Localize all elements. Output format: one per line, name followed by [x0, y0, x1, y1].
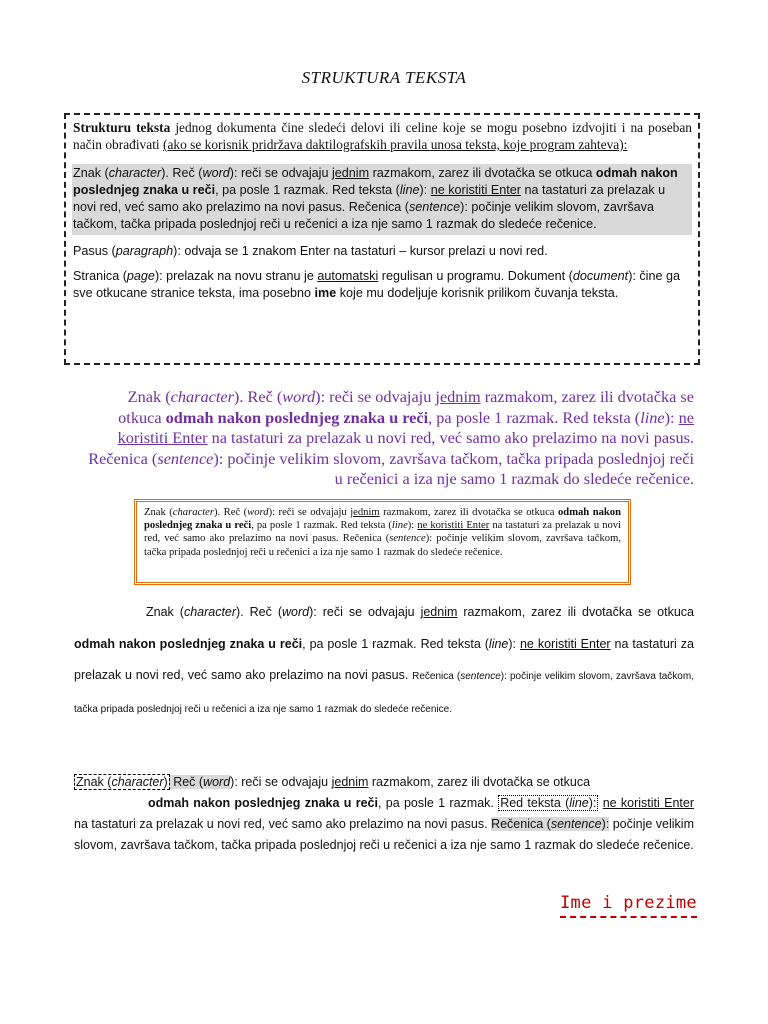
text-run: line — [640, 407, 665, 427]
text-run: word — [282, 387, 316, 406]
text-run: jednim — [350, 507, 380, 518]
text-run: odmah nakon poslednjeg znaka u reči — [74, 636, 303, 651]
text-run: document — [572, 269, 629, 283]
text-run: odmah nakon poslednjeg znaka u reči — [165, 407, 429, 427]
text-run: počinje velikim slovom, završava tačkom, tačka pripada poslednjoj reči u rečenici a iza nje samo 1 razmak do sledeće rečenice. — [74, 817, 694, 852]
text-run: ): — [588, 796, 597, 810]
text-run: ime — [314, 286, 337, 300]
shaded-paragraph — [72, 164, 692, 235]
text-run: ): počinje velikim slovom, završava tačkom, tačka pripada poslednjoj reči u rečenici a iza nje samo 1 razmak do sledeće rečenice. — [74, 671, 694, 715]
text-run: ): reči se odvajaju — [230, 775, 332, 789]
text-run: ): reči se odvajaju — [268, 507, 351, 518]
text-run: ne koristiti Enter — [602, 796, 695, 810]
text-run: ). Reč ( — [213, 507, 248, 518]
text-run: ne koristiti Enter — [117, 407, 694, 447]
text-run: ): — [419, 183, 431, 197]
text-run: sentence — [389, 533, 426, 545]
text-run: sentence — [550, 817, 602, 831]
text-run: , pa posle 1 razmak. Red teksta ( — [428, 407, 641, 427]
text-run: ): — [407, 520, 418, 532]
stranica-paragraph — [73, 268, 692, 302]
text-run: character — [111, 775, 164, 789]
text-run: ): odvaja se 1 znakom Enter na tastaturi – kursor prelazi u novi red. — [173, 244, 548, 258]
text-run: koje mu dodeljuje korisnik prilikom čuvanja teksta. — [336, 286, 619, 300]
text-run: sentence — [409, 200, 461, 214]
text-run: , pa posle 1 razmak. Red teksta ( — [251, 520, 392, 532]
purple-right-aligned-paragraph — [88, 387, 694, 490]
document-title: STRUKTURA TEKSTA — [301, 68, 467, 87]
intro-underlined: (ako se korisnik pridržava daktilografskih pravila unosa teksta, koje program zahteva): — [162, 137, 628, 152]
text-run: automatski — [317, 269, 379, 283]
text-run: , pa posle 1 razmak. Red teksta ( — [302, 636, 489, 651]
text-run: , pa posle 1 razmak. Red teksta ( — [215, 183, 400, 197]
text-run: jednim — [331, 775, 369, 789]
text-run: Znak ( — [146, 605, 184, 619]
pasus-paragraph — [73, 243, 692, 260]
shaded-run — [170, 775, 230, 789]
text-run: Rečenica ( — [412, 671, 461, 682]
hanging-indent-paragraph — [74, 772, 694, 856]
double-spaced-paragraph — [74, 597, 694, 725]
text-run: ): — [601, 817, 610, 831]
intro-paragraph — [73, 119, 692, 153]
text-run: odmah nakon poslednjeg znaka u reči — [144, 507, 621, 532]
text-run: razmakom, zarez ili dvotačka se otkuca — [379, 507, 558, 518]
text-run: razmakom, zarez ili dvotačka se otkuca — [369, 166, 596, 180]
text-run: page — [126, 269, 155, 283]
text-run: Pasus ( — [73, 244, 116, 258]
text-run: ). Reč ( — [236, 605, 283, 619]
text-run: character — [172, 507, 214, 518]
text-run: regulisan u programu. Dokument ( — [378, 269, 573, 283]
text-run: ). Reč ( — [233, 387, 283, 406]
text-run: ): — [664, 407, 679, 427]
text-run: na tastaturi za prelazak u novi red, već samo ako prelazimo na novi pasus. — [74, 817, 492, 831]
text-run: , pa posle 1 razmak. — [377, 796, 499, 810]
intro-text: jednog dokumenta čine sledeći delovi ili celine koje se mogu posebno izdvojiti i na poseban način obrađivati — [73, 120, 692, 152]
text-run: line — [569, 796, 589, 810]
text-run: line — [391, 520, 408, 532]
text-run: razmakom, zarez ili dvotačka se otkuca — [368, 775, 591, 789]
text-run: sentence — [460, 671, 501, 682]
text-run: ): prelazak na novu stranu je — [154, 269, 318, 283]
text-run: ) — [163, 775, 168, 789]
text-run: na tastaturi za prelazak u novi red, već samo ako prelazimo na novi pasus. — [74, 636, 694, 682]
structure-description-box — [64, 113, 700, 365]
text-run: ): počinje velikim slovom, završava tačkom, tačka pripada poslednjoj reči u rečenici a iza nje samo 1 razmak do sledeće rečenice. — [213, 448, 694, 488]
orange-bordered-box — [134, 499, 631, 585]
text-run: line — [488, 636, 509, 651]
text-run: jednim — [420, 605, 458, 619]
text-run: ): reči se odvajaju — [315, 387, 436, 406]
text-run: word — [203, 775, 231, 789]
text-run: word — [202, 166, 230, 180]
signature-name: Ime i prezime — [560, 893, 697, 918]
text-run: ): reči se odvajaju — [309, 605, 421, 619]
text-run: jednim — [435, 387, 481, 406]
text-run: ): reči se odvajaju — [229, 166, 332, 180]
text-run: razmakom, zarez ili dvotačka se otkuca — [457, 605, 694, 619]
intro-bold: Strukturu teksta — [73, 120, 171, 135]
text-run: ): — [508, 636, 520, 651]
text-run: Reč ( — [169, 775, 204, 789]
text-run: ): počinje velikim slovom, završava tačkom, tačka pripada poslednjoj reči u rečenici a iza nje samo 1 razmak do sledeće rečenice. — [73, 200, 654, 231]
text-run: jednim — [331, 166, 370, 180]
text-run: ne koristiti Enter — [417, 520, 490, 532]
text-run: Znak ( — [76, 775, 112, 789]
text-run: odmah nakon poslednjeg znaka u reči — [73, 166, 678, 197]
text-run: paragraph — [115, 244, 174, 258]
text-run: Rečenica ( — [491, 817, 551, 831]
text-run: odmah nakon poslednjeg znaka u reči — [148, 796, 378, 810]
text-run: character — [183, 605, 237, 619]
text-run: sentence — [157, 448, 214, 468]
text-run: na tastaturi za prelazak u novi red, već samo ako prelazimo na novi pasus. Rečenica ( — [144, 520, 622, 545]
text-run: Znak ( — [73, 166, 109, 180]
text-run: character — [170, 387, 234, 406]
boxed-character-label — [74, 774, 170, 790]
text-run: word — [282, 605, 310, 619]
text-run: Red teksta ( — [500, 796, 570, 810]
text-run: Znak ( — [127, 387, 171, 406]
text-run: Stranica ( — [73, 269, 127, 283]
text-run: Znak ( — [144, 507, 173, 518]
text-run: character — [108, 166, 162, 180]
text-run: ). Reč ( — [161, 166, 203, 180]
boxed-line-label — [498, 795, 598, 811]
text-run: word — [247, 507, 269, 518]
text-run: razmakom, zarez ili dvotačka se otkuca — [118, 387, 694, 427]
text-run: ne koristiti Enter — [430, 183, 521, 197]
text-run: na tastaturi za prelazak u novi red, već samo ako prelazimo na novi pasus. Rečenica ( — [88, 428, 694, 468]
shaded-run — [491, 817, 609, 831]
text-run: na tastaturi za prelazak u novi red, već samo ako prelazimo na novi pasus. Rečenica ( — [73, 183, 666, 214]
text-run: ): čine ga sve otkucane stranice teksta, ima posebno — [73, 269, 680, 300]
text-run: line — [399, 183, 420, 197]
text-run: ): počinje velikim slovom, završava tačkom, tačka pripada poslednjoj reči u rečenici a iza nje samo 1 razmak do sledeće rečenice. — [144, 533, 621, 558]
text-run: ne koristiti Enter — [519, 636, 611, 651]
